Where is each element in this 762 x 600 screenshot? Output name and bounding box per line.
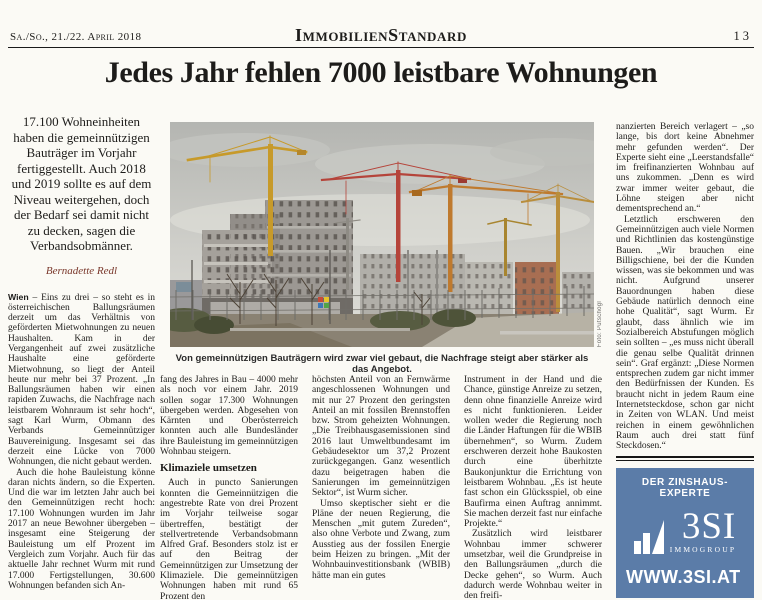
paragraph: nanzierten Bereich verlagert – „so lange, bis dort keine Abnehmer mehr gefunden werden“. Der Experte sieht eine „Leerstandsfalle“ im freifinanzierten Wohnbau auf uns zukommen. „Denn es wird zwar immer weiter gebaut, die Löhne steigen aber nicht dementsprechend an.“ (616, 122, 754, 215)
paragraph: höchsten Anteil von an Fernwärme angeschlossenen Wohnungen und mit nur 27 Prozent den geringsten Anteil an mit fossilen Brennstoffen bzw. Strom geheizten Wohnungen. „Die Treibhausgasemissionen sind 2016 laut Umweltbundesamt im Gebäudesektor um 37,2 Prozent zurückgegangen. Ganz wesentlich dazu beigetragen haben die Sanierungen im gemeinnützigen Sektor“, ist Wurm sicher. (312, 375, 450, 499)
article-body-col5 (616, 122, 754, 452)
article-byline: Bernadette Redl (45, 264, 118, 277)
column-1 (8, 114, 155, 600)
ad-logo-subtext: IMMOGROUP (669, 545, 737, 554)
ad-logo (626, 506, 744, 554)
column-4 (464, 375, 602, 600)
photo-credit: Foto: Putschögl (597, 300, 603, 347)
edition-date: Sa./So., 21./22. April 2018 (10, 31, 142, 43)
ad-logo-text: 3SI (681, 506, 737, 547)
photo-block (170, 122, 603, 375)
paragraph: Auch die hohe Bauleistung könne daran nichts ändern, so die Experten. Und die war im letzten Jahr auch bei den Gemeinnützigen recht hoch: 17.100 Wohnungen wurden im Jahr 2017 an neue Bewohner übergeben – insgesamt eine Steigerung der Bauleistung um elf Prozent im Vergleich zum Vorjahr. Auch für das aktuelle Jahr rechnet Wurm mit rund 17.000 Fertigstellungen, 30.600 Wohnungen befanden sich An- (8, 467, 155, 591)
column-5 (616, 122, 754, 600)
photo-caption: Von gemeinnützigen Bauträgern wird zwar viel gebaut, die Nachfrage steigt aber stärker als das Angebot. (175, 353, 589, 375)
paragraph: Zusätzlich wird leistbarer Wohnbau immer schwerer umsetzbar, weil die Grundpreise in den Ballungsräumen „durch die Decke gehen“, so Wurm. Auch dadurch werde Wohnbau weiter in den freifi- (464, 529, 602, 600)
paragraph: Instrument in der Hand und die Chance, günstige Anreize zu setzen, denn ohne finanzielle Anreize wird es nicht funktionieren. Leider wollen weder die Regierung noch die Länder Haftungen für die WBIB übernehmen“, so Wurm. Zudem erschweren derzeit hohe Baukosten durch eine überhitzte Baukonjunktur die Errichtung von leistbarem Wohnbau. „Es ist heute fast schon ein Glücksspiel, ob eine Baufirma einen Auftrag annimmt. Sie machen derzeit fast nur einfache Projekte.“ (464, 375, 602, 530)
article-photo (170, 122, 594, 347)
column-3 (312, 375, 450, 600)
paragraph: Wien – Eins zu drei – so steht es in österreichischen Ballungsräumen derzeit um das Verhältnis von geförderten Mietwohnungen zu neuen Haushalten. Kam in der Vergangenheit auf zwei zusätzliche Haushalte eine geförderte Mietwohnung, so liegt der Anteil heute nur mehr bei 37 Prozent. „In Ballungsräumen haben wir einen rapiden Zuwachs, die Nachfrage nach leistbarem Wohnraum ist sehr hoch“, sagt Karl Wurm, Obmann des Verbands Gemeinnütziger Bauvereinigung. Insgesamt sei das derzeit eine Lücke von 7000 Wohnungen, die nicht gebaut werden. (8, 291, 155, 468)
paragraph: Auch in puncto Sanierungen konnten die Gemeinnützigen die angestrebte Rate von drei Prozent im Vorjahr teilweise sogar übertreffen, bestätigt der stellvertretende Verbandsobmann Alfred Graf. Besonders stolz ist er auf den Beitrag der Gemeinnützigen zur Umsetzung der Klimaziele. Die gemeinnützigen Wohnungen haben mit rund 65 Prozent den (160, 478, 298, 600)
ad-tagline: DER ZINSHAUS-EXPERTE (641, 477, 729, 499)
ad-url-link[interactable]: WWW.3SI.AT (626, 567, 741, 587)
section-divider (616, 456, 754, 461)
ad-3si-immogroup[interactable] (616, 468, 754, 598)
article-body-col1 (8, 292, 155, 592)
article-lead: 17.100 Wohneinheiten haben die gemeinnützigen Bauträger im Vorjahr fertiggestellt. Auch 2018 und 2019 sollte es auf dem Niveau weitergehen, doch der Bedarf sei damit nicht zu decken, sagen die Verbandsobmänner. (11, 114, 152, 253)
paragraph: Letztlich erschweren den Gemeinnützigen auch viele Normen und Richtlinien das kostengünstige Bauen. „Wir brauchen eine Billigschiene, bei der die Kunden wissen, was sie bekommen und was nicht. Aufgrund unserer Bauordnungen haben diese Gebäude natürlich dennoch eine hohe Qualität“, sagt Wurm. Er glaubt, dass ähnlich wie im Sozialbereich Abstufungen möglich sein sollten – „es muss nicht überall die genau selbe Qualität drinnen sein“. Graf ergänzt: „Diese Normen entsprechen zudem gar nicht immer den Bedürfnissen der Kunden. Es braucht nicht in jedem Raum eine Internetsteckdose, schon gar nicht in Zeiten von WLAN. Und meist reichen in einem gewöhnlichen Raum auch drei statt fünf Steckdosen.“ (616, 214, 754, 452)
paragraph: Umso skeptischer sieht er die Pläne der neuen Regierung, die Menschen „mit gutem Zureden“, also ohne Verbote und Zwang, zum Ausstieg aus der fossilen Energie beim Heizen zu bringen. „Mit der Wohnbauinvestitionsbank (WBIB) hätte man ein gutes (312, 498, 450, 581)
masthead: ImmobilienStandard (294, 25, 468, 45)
column-2 (160, 375, 298, 600)
header-rule (8, 47, 754, 48)
page-number: 13 (733, 29, 752, 43)
paragraph: fang des Jahres in Bau – 4000 mehr als noch vor einem Jahr. 2019 sollen sogar 17.300 Wohnungen übergeben werden. Abgesehen von Kärnten und Oberösterreich konnten auch alle Bundesländer ihre Bauleistung im gemeinnützigen Wohnbau steigern. (160, 375, 298, 458)
dateline: Wien (8, 291, 29, 302)
article-headline: Jedes Jahr fehlen 7000 leistbare Wohnungen (104, 56, 658, 89)
bar-chart-logo-icon (634, 516, 666, 554)
section-subhead: Klimaziele umsetzen (160, 462, 257, 475)
